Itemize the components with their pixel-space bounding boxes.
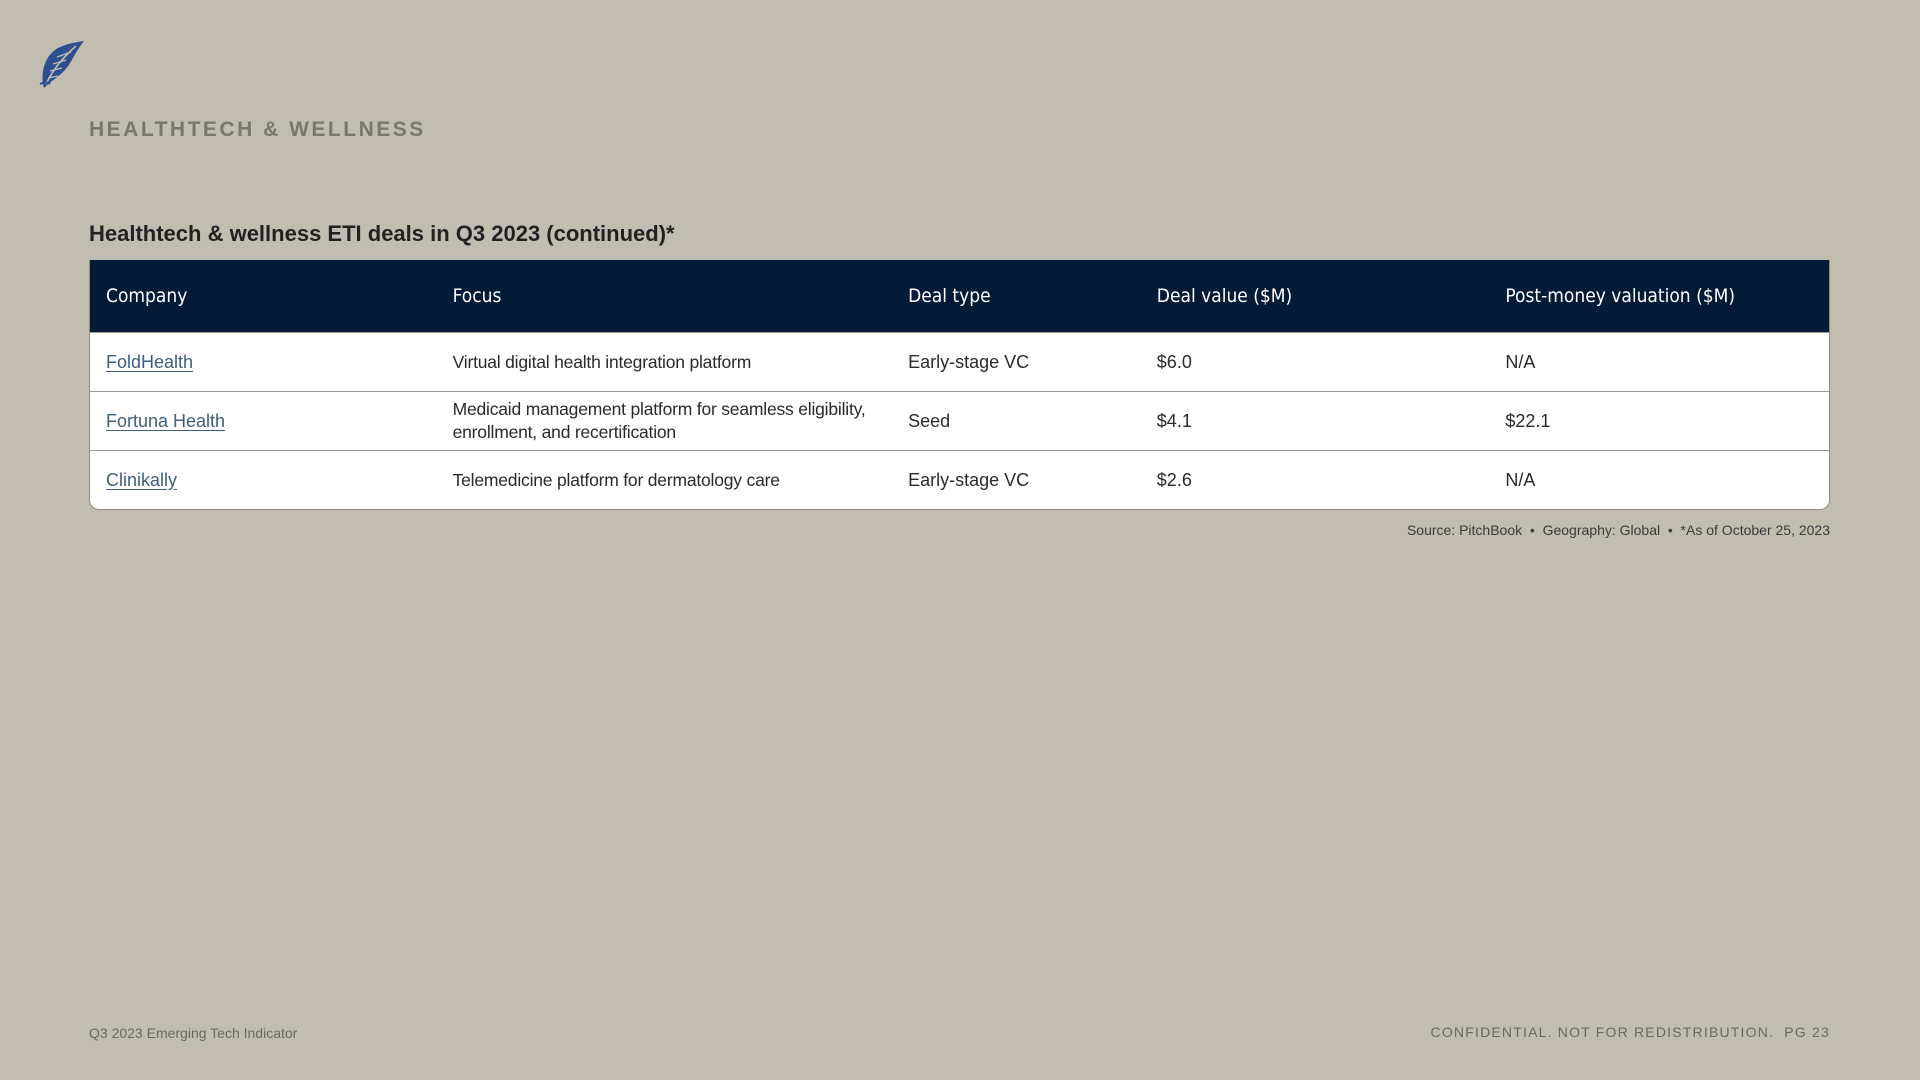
table-row bbox=[90, 450, 1829, 509]
valuation-cell: N/A bbox=[1505, 469, 1536, 490]
focus-cell: Medicaid management platform for seamless eligibility, enrollment, and recertification bbox=[452, 399, 866, 442]
company-link-foldhealth[interactable]: FoldHealth bbox=[106, 351, 194, 372]
deal-value-cell: $2.6 bbox=[1156, 469, 1192, 490]
column-header-deal-value: Deal value ($M) bbox=[1156, 285, 1293, 307]
table-header-row bbox=[90, 260, 1829, 332]
deal-value-cell: $4.1 bbox=[1156, 410, 1192, 431]
logo-feather-icon bbox=[36, 38, 86, 90]
deal-type-cell: Early-stage VC bbox=[908, 469, 1030, 490]
table-row bbox=[90, 332, 1829, 391]
column-header-focus: Focus bbox=[452, 285, 502, 307]
table-title: Healthtech & wellness ETI deals in Q3 2023 (continued)* bbox=[89, 221, 675, 246]
section-title: HEALTHTECH & WELLNESS bbox=[89, 118, 426, 141]
column-header-valuation: Post-money valuation ($M) bbox=[1505, 285, 1736, 307]
deal-type-cell: Early-stage VC bbox=[908, 351, 1030, 372]
deal-type-cell: Seed bbox=[908, 410, 951, 431]
deal-value-cell: $6.0 bbox=[1156, 351, 1192, 372]
column-header-deal-type: Deal type bbox=[908, 285, 991, 307]
deals-table bbox=[89, 260, 1830, 510]
footer-report-name: Q3 2023 Emerging Tech Indicator bbox=[89, 1025, 298, 1041]
column-header-company: Company bbox=[106, 285, 188, 307]
footer-confidential-page: CONFIDENTIAL. NOT FOR REDISTRIBUTION. PG 23 bbox=[1430, 1024, 1830, 1040]
valuation-cell: $22.1 bbox=[1505, 410, 1551, 431]
company-link-clinikally[interactable]: Clinikally bbox=[106, 469, 178, 490]
table-row bbox=[90, 391, 1829, 450]
focus-cell: Telemedicine platform for dermatology care bbox=[452, 469, 780, 490]
focus-cell: Virtual digital health integration platform bbox=[452, 351, 752, 372]
valuation-cell: N/A bbox=[1505, 351, 1536, 372]
source-note: Source: PitchBook • Geography: Global • *As of October 25, 2023 bbox=[1406, 522, 1830, 538]
company-link-fortuna-health[interactable]: Fortuna Health bbox=[106, 410, 226, 431]
